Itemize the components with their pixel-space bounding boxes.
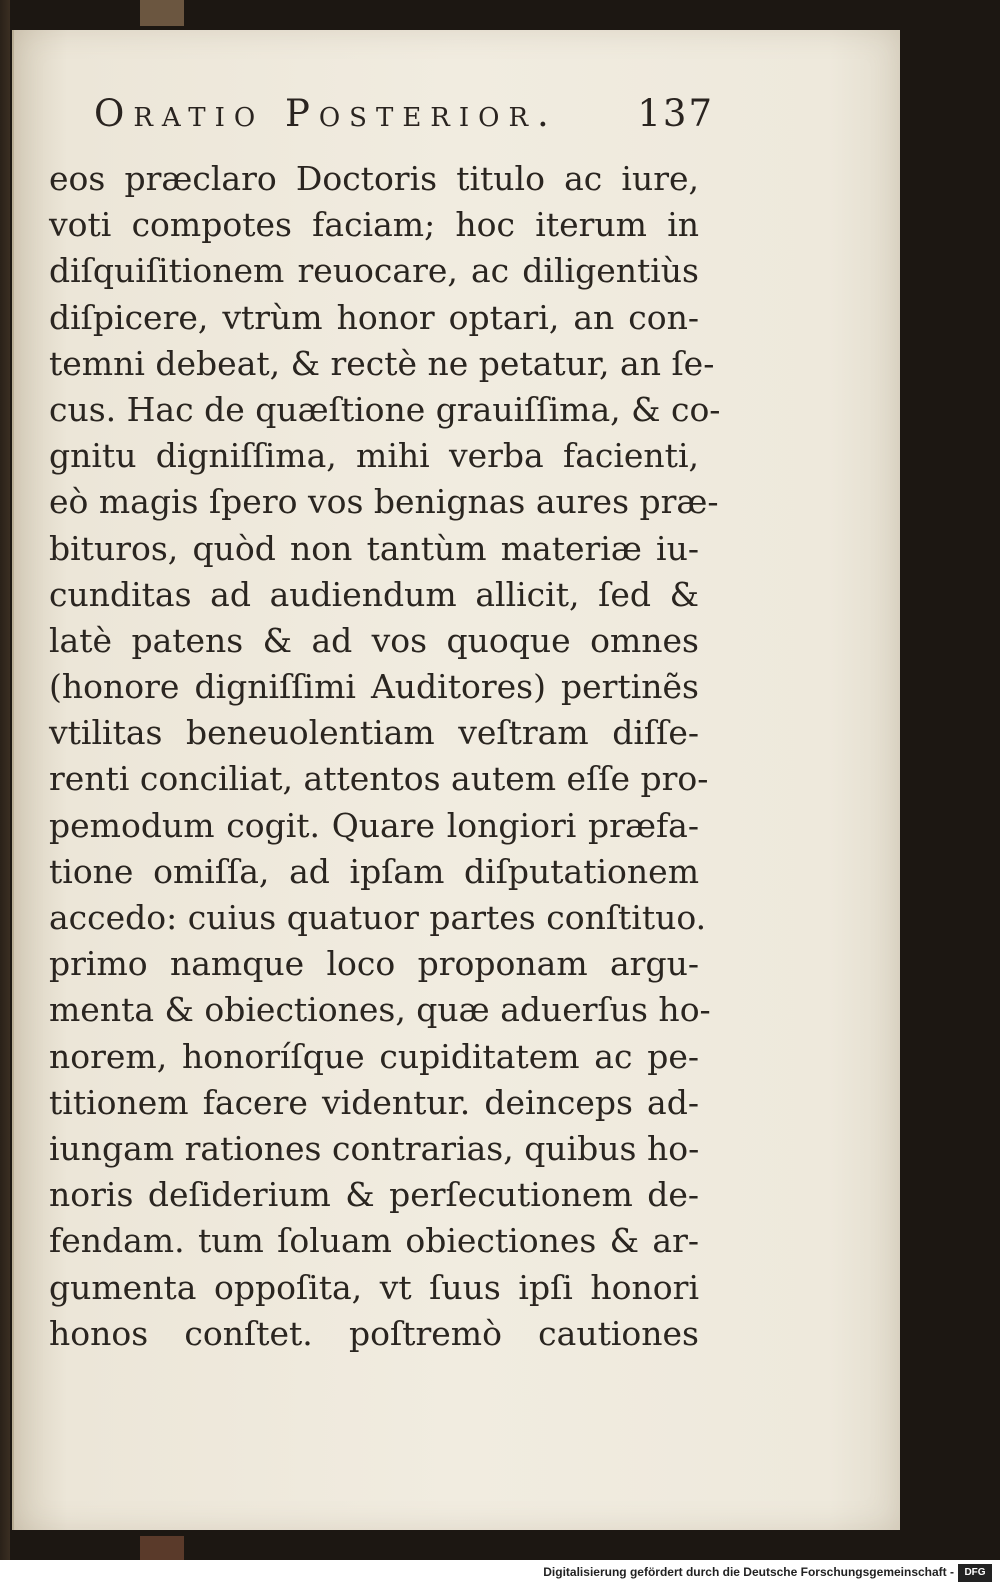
book-spine-edge [0, 0, 10, 1560]
text-line: latè patens & ad vos quoque omnes [49, 620, 699, 660]
text-line: norem, honoríſque cupiditatem ac pe- [49, 1036, 699, 1076]
text-line: iungam rationes contrarias, quibus ho- [49, 1128, 700, 1168]
dfg-logo: DFG [958, 1564, 992, 1582]
text-line: renti conciliat, attentos autem eſſe pro- [49, 759, 709, 799]
text-line: (honore digniſſimi Auditores) pertinẽs [49, 667, 699, 707]
text-line: vtilitas beneuolentiam veſtram diſſe- [49, 713, 699, 753]
text-line: cunditas ad audiendum allicit, ſed & [49, 574, 699, 614]
text-line: titionem facere videntur. deinceps ad- [49, 1082, 699, 1122]
text-line: cus. Hac de quæſtione grauiſſima, & co- [49, 389, 721, 429]
text-line: voti compotes faciam; hoc iterum in [49, 205, 699, 245]
text-line: eos præclaro Doctoris titulo ac iure, [49, 159, 699, 198]
bookmark-ribbon-bottom [140, 1536, 184, 1560]
text-line: tione omiſſa, ad ipſam diſputationem [49, 851, 699, 891]
text-line: temni debeat, & rectè ne petatur, an ſe- [49, 343, 715, 383]
text-line: diſquiſitionem reuocare, ac diligentiùs [49, 251, 699, 291]
text-line: gumenta oppoſita, vt ſuus ipſi honori [49, 1267, 699, 1307]
text-line: honos conſtet. poſtremò cautiones [49, 1313, 699, 1353]
bookmark-ribbon-top [140, 0, 184, 26]
text-line: bituros, quòd non tantùm materiæ iu- [49, 528, 699, 568]
text-line: pemodum cogit. Quare longiori præfa- [49, 805, 699, 845]
digitization-footer [0, 1560, 1000, 1586]
text-line: noris deſiderium & perſecutionem de- [49, 1175, 699, 1215]
text-line: gnitu digniſſima, mihi verba facienti, [49, 436, 699, 476]
footer-credit: Digitalisierung gefördert durch die Deutsche Forschungsgemeinschaft - [543, 1565, 954, 1579]
page-number: 137 [637, 92, 714, 135]
text-line: diſpicere, vtrùm honor optari, an con- [49, 297, 699, 337]
text-line: primo namque loco proponam argu- [49, 944, 699, 984]
text-line: eò magis ſpero vos benignas aures præ- [49, 482, 719, 522]
running-title: Oratio Posterior. [94, 92, 558, 135]
text-line: menta & obiectiones, quæ aduerſus ho- [49, 990, 711, 1030]
text-line: fendam. tum ſoluam obiectiones & ar- [49, 1221, 699, 1261]
book-page [12, 30, 900, 1530]
running-head [94, 92, 714, 152]
body-text [49, 156, 721, 1357]
text-line: accedo: cuius quatuor partes conſtituo. [49, 898, 707, 937]
